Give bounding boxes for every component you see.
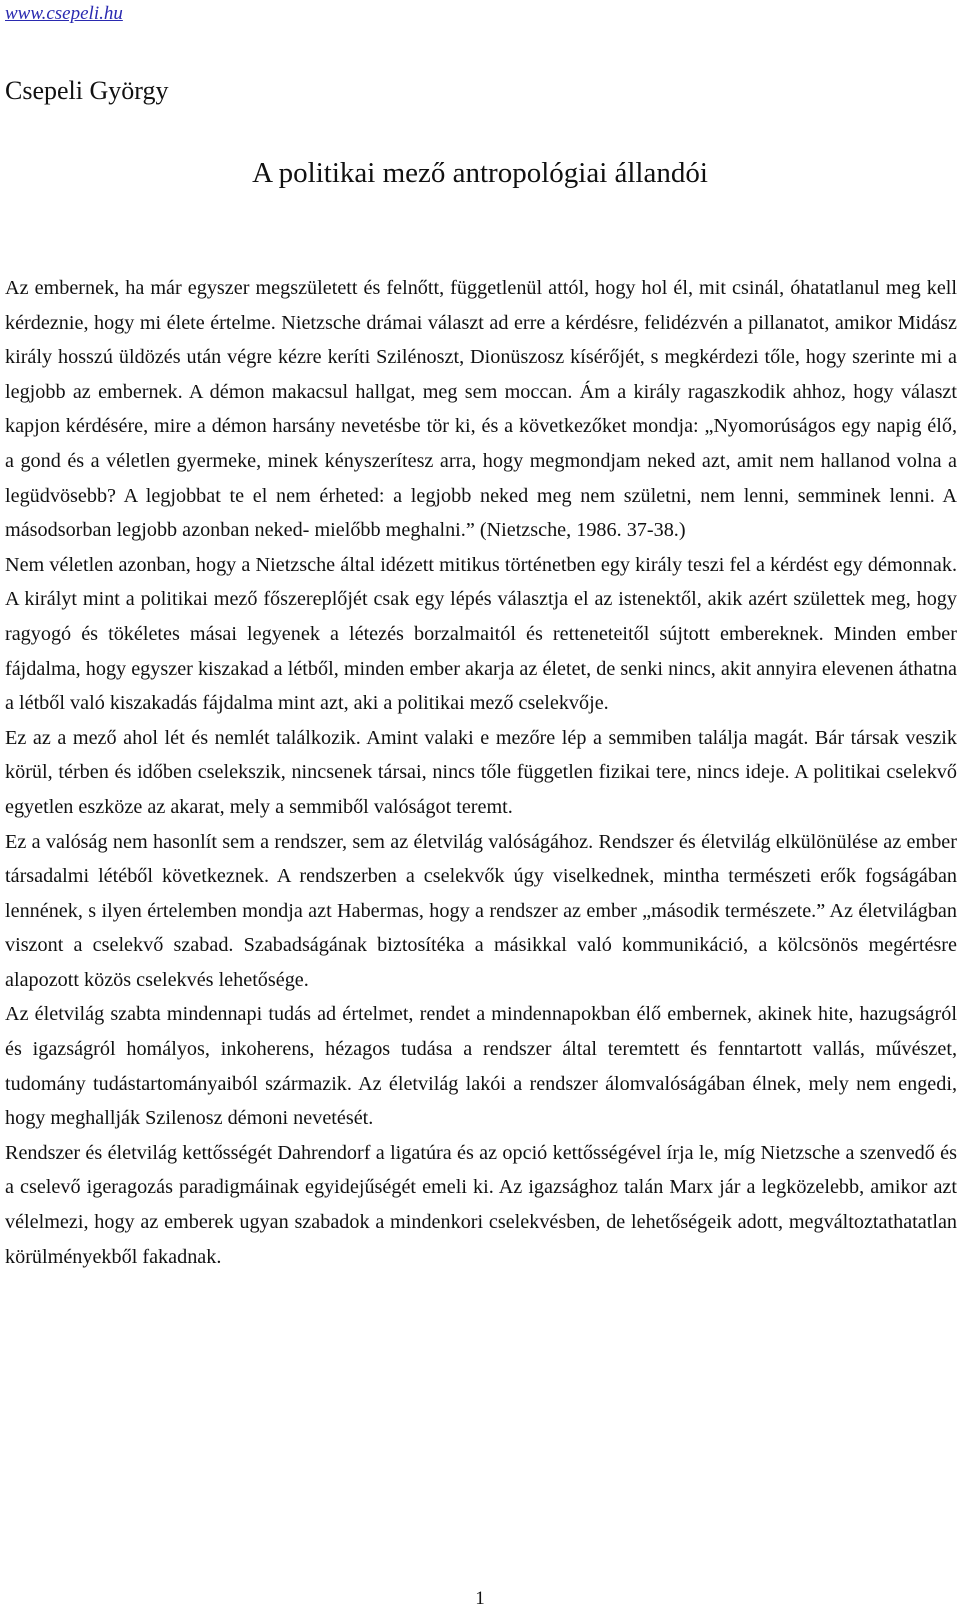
- paragraph-3: Ez az a mező ahol lét és nemlét találkozik. Amint valaki e mezőre lép a semmiben találja magát. Bár társak veszik körül, térben és időben cselekszik, nincsenek társai, nincs tőle független fizikai tere, nincs ideje. A politikai cselekvő egyetlen eszköze az akarat, mely a semmiből valóságot teremt.: [5, 726, 957, 818]
- document-body: [5, 271, 957, 1274]
- paragraph-1: Az embernek, ha már egyszer megszületett és felnőtt, függetlenül attól, hogy hol él, mit csinál, óhatatlanul meg kell kérdeznie, hogy mi élete értelme. Nietzsche drámai választ ad erre a kérdésre, felidézvén a pillanatot, amikor Midász király hosszú üldözés után végre kézre keríti Szilénoszt, Dionüszosz kísérőjét, s megkérdezi tőle, hogy szerinte mi a legjobb az embernek. A démon makacsul hallgat, meg sem moccan. Ám a király ragaszkodik ahhoz, hogy választ kapjon kérdésére, mire a démon harsány nevetésbe tör ki, és a következőket mondja: „Nyomorúságos egy napig élő, a gond és a véletlen gyermeke, minek kényszerítesz arra, hogy megmondjam neked azt, amit nem hallanod volna a legüdvösebb? A legjobbat te el nem érheted: a legjobb neked meg nem születni, nem lenni, semminek lenni. A másodsorban legjobb azonban neked- mielőbb meghalni.” (Nietzsche, 1986. 37-38.): [5, 277, 957, 542]
- paragraph-6: Rendszer és életvilág kettősségét Dahrendorf a ligatúra és az opció kettősségével írja le, míg Nietzsche a szenvedő és a cselevő igeragozás paradigmáinak egyidejűségét emeli ki. Az igazsághoz talán Marx jár a legközelebb, amikor azt vélelmezi, hogy az emberek ugyan szabadok a mindenkori cselekvésben, de lehetőségeik adott, megváltoztathatatlan körülményekből fakadnak.: [5, 1141, 957, 1268]
- site-link[interactable]: www.csepeli.hu: [5, 3, 123, 24]
- paragraph-4: Ez a valóság nem hasonlít sem a rendszer, sem az életvilág valóságához. Rendszer és életvilág elkülönülése az ember társadalmi létéből következnek. A rendszerben a cselekvők úgy viselkednek, mintha természeti erők fogságában lennének, s ilyen értelemben mondja azt Habermas, hogy a rendszer az ember „második természete.” Az életvilágban viszont a cselekvő szabad. Szabadságának biztosítéka a másikkal való kommunikáció, a kölcsönös megértésre alapozott közös cselekvés lehetősége.: [5, 830, 957, 991]
- paragraph-5: Az életvilág szabta mindennapi tudás ad értelmet, rendet a mindennapokban élő embernek, akinek hite, hazugságról és igazságról homályos, inkoherens, hézagos tudása a rendszer által teremtett és fenntartott vallás, művészet, tudomány tudástartományaiból származik. Az életvilág lakói a rendszer álomvalóságában élnek, mely nem engedi, hogy meghallják Szilenosz démoni nevetését.: [5, 1003, 957, 1130]
- page-number: 1: [475, 1588, 485, 1609]
- author-name: Csepeli György: [5, 76, 169, 105]
- paragraph-2: Nem véletlen azonban, hogy a Nietzsche által idézett mitikus történetben egy király teszi fel a kérdést egy démonnak. A királyt mint a politikai mező főszereplőjét csak egy lépés választja el az istenektől, akik azért születtek meg, hogy ragyogó és tökéletes másai legyenek a létezés borzalmaitól és retteneteitől sújtott embereknek. Minden ember fájdalma, hogy egyszer kiszakad a létből, minden ember akarja az életet, de senki nincs, akit annyira elevenen áthatna a létből való kiszakadás fájdalma mint azt, aki a politikai mező cselekvője.: [5, 553, 957, 715]
- document-title: A politikai mező antropológiai állandói: [252, 157, 708, 189]
